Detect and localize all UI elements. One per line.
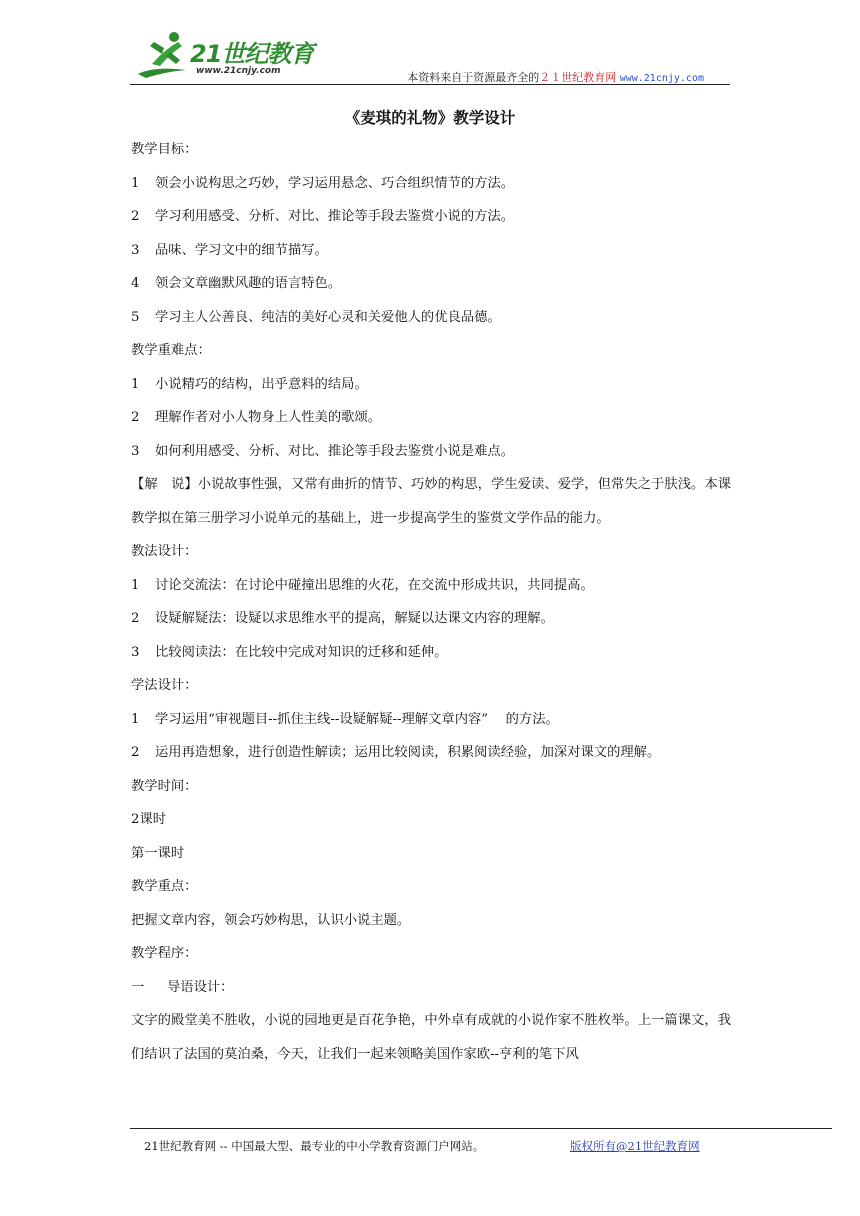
- item-text: 领会文章幽默风趣的语言特色。: [155, 276, 342, 291]
- copyright-link[interactable]: 版权所有@21世纪教育网: [570, 1139, 700, 1153]
- study-heading: 学法设计：: [131, 678, 198, 693]
- list-item: [131, 636, 731, 670]
- explanation-paragraph: 【解 说】小说故事性强，又常有曲折的情节、巧妙的构思，学生爱读、爱学，但常失之于肤浅。本课教学拟在第三册学习小说单元的基础上，进一步提高学生的鉴赏文学作品的能力。: [131, 477, 731, 526]
- item-text: 理解作者对小人物身上人性美的歌颂。: [155, 410, 382, 425]
- method-heading: 教法设计：: [131, 544, 198, 559]
- item-text: 设疑解疑法：设疑以求思维水平的提高，解疑以达课文内容的理解。: [155, 611, 554, 626]
- tagline-url-link[interactable]: www.21cnjy.com: [619, 73, 704, 84]
- item-text: 如何利用感受、分析、对比、推论等手段去鉴赏小说是难点。: [155, 443, 515, 459]
- runner-logo-icon: [134, 30, 196, 80]
- focus-heading: 教学重点：: [131, 879, 198, 894]
- list-item: [131, 569, 731, 603]
- item-number: 3: [131, 443, 140, 459]
- goals-heading: 教学目标：: [131, 142, 198, 157]
- item-text: 比较阅读法：在比较中完成对知识的迁移和延伸。: [155, 644, 448, 660]
- list-item: [131, 267, 731, 301]
- item-number: 1: [131, 711, 140, 727]
- list-item: [131, 234, 731, 268]
- step-number: 一: [131, 979, 145, 995]
- item-number: 5: [131, 309, 140, 325]
- tagline-prefix: 本资料来自于资源最齐全的: [407, 71, 540, 84]
- item-number: 4: [131, 276, 140, 291]
- item-text: 小说精巧的结构，出乎意料的结局。: [155, 376, 368, 392]
- time-heading: 教学时间：: [131, 778, 198, 794]
- list-item: [131, 736, 731, 770]
- document-body: [131, 133, 731, 1071]
- list-item: [131, 301, 731, 335]
- list-item: [131, 703, 731, 737]
- item-number: 1: [131, 577, 140, 593]
- logo-url: www.21cnjy.com: [196, 66, 281, 76]
- lesson-one-label: 第一课时: [131, 845, 185, 861]
- item-number: 2: [131, 410, 140, 425]
- item-text: 运用再造想象，进行创造性解读；运用比较阅读，积累阅读经验，加深对课文的理解。: [155, 745, 661, 760]
- procedure-heading: 教学程序：: [131, 946, 198, 961]
- item-text: 学习主人公善良、纯洁的美好心灵和关爱他人的优良品德。: [155, 309, 501, 325]
- document-title: 《麦琪的礼物》教学设计: [344, 109, 516, 127]
- list-item: [131, 435, 731, 469]
- item-number: 2: [131, 209, 140, 224]
- list-item: [131, 167, 731, 201]
- step-heading: [131, 971, 731, 1005]
- item-number: 1: [131, 376, 140, 392]
- item-text: 领会小说构思之巧妙，学习运用悬念、巧合组织情节的方法。: [155, 175, 515, 191]
- list-item: [131, 200, 731, 234]
- item-number: 2: [131, 745, 140, 760]
- list-item: [131, 602, 731, 636]
- step-title: 导语设计：: [167, 979, 234, 995]
- item-text: 品味、学习文中的细节描写。: [155, 242, 328, 258]
- intro-paragraph: 文字的殿堂美不胜收，小说的园地更是百花争艳，中外卓有成就的小说作家不胜枚举。上一篇课文，我们结识了法国的莫泊桑，今天，让我们一起来领略美国作家欧--亨利的笔下风: [131, 1013, 731, 1062]
- logo-title: 21世纪教育: [190, 40, 314, 68]
- item-number: 1: [131, 175, 140, 191]
- item-number: 3: [131, 242, 140, 258]
- tagline-site-link[interactable]: ２１世纪教育网: [539, 71, 617, 84]
- item-number: 2: [131, 611, 140, 626]
- focus-text: 把握文章内容，领会巧妙构思，认识小说主题。: [131, 912, 411, 928]
- item-text: 学习利用感受、分析、对比、推论等手段去鉴赏小说的方法。: [155, 209, 515, 224]
- item-number: 3: [131, 644, 140, 660]
- footer-divider: [130, 1128, 832, 1129]
- site-logo[interactable]: [134, 30, 334, 84]
- difficulty-heading: 教学重难点：: [131, 343, 211, 358]
- item-text: 学习运用“审视题目--抓住主线--设疑解疑--理解文章内容” 的方法。: [155, 711, 559, 727]
- item-text: 讨论交流法：在讨论中碰撞出思维的火花，在交流中形成共识，共同提高。: [155, 577, 594, 593]
- time-value: 2课时: [131, 812, 167, 827]
- list-item: [131, 401, 731, 435]
- header-tagline: [407, 69, 704, 85]
- footer-text: 21世纪教育网 -- 中国最大型、最专业的中小学教育资源门户网站。: [144, 1139, 485, 1153]
- list-item: [131, 368, 731, 402]
- page-header: [130, 30, 730, 86]
- header-divider: [130, 84, 730, 85]
